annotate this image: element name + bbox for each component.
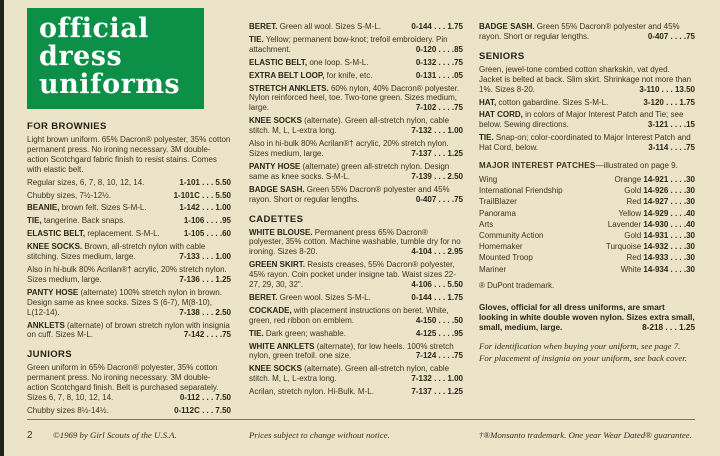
patch-code: 14-927 . . .: [643, 197, 683, 206]
heading-cadettes: CADETTES: [249, 213, 304, 225]
item-code: 7-137 . . .: [411, 387, 447, 396]
catalog-item: [27, 265, 231, 285]
identification-note: For identification when buying your uniform, see page 7. For placement of insignia on your uniform, see back cover.: [479, 341, 687, 363]
item-text: Brown, all-stretch nylon with cable stitching. Sizes medium, large.: [27, 242, 206, 262]
item-sku: [178, 229, 231, 239]
catalog-item: [249, 293, 463, 303]
catalog-item: [249, 116, 463, 136]
item-sku: [410, 316, 463, 326]
item-text: cotton gabardine. Sizes S-M-L.: [498, 97, 609, 107]
item-price: 1.75: [679, 97, 695, 107]
item-text: Chubby sizes 8½-14½.: [27, 405, 109, 415]
item-text: (alternate). Green all-stretch nylon, cable stitch. M, L, L-extra long.: [249, 116, 450, 136]
catalog-item: [249, 84, 463, 114]
item-price: .85: [451, 44, 463, 54]
heading-for-brownies: FOR BROWNIES: [27, 121, 107, 132]
item-lead: WHITE BLOUSE.: [249, 227, 313, 237]
item-lead: BADGE SASH.: [479, 22, 535, 31]
item-text: Also in hi-bulk 80% Acrilan®† acrylic, 20% stretch nylon. Sizes medium, large.: [27, 264, 227, 284]
catalog-item: [27, 216, 231, 226]
patch-value: [618, 208, 695, 219]
page-number: 2: [27, 430, 33, 441]
item-sku: [642, 32, 695, 42]
catalog-item: [249, 35, 463, 55]
item-text: one loop. S-M-L.: [309, 57, 369, 67]
item-lead: EXTRA BELT LOOP,: [249, 70, 325, 80]
patch-row: [479, 208, 695, 219]
item-price: 1.00: [447, 374, 463, 384]
item-sku: [173, 203, 231, 213]
item-code: 3-121 . . .: [648, 120, 684, 129]
item-code: 0-131 . . .: [416, 71, 452, 80]
patch-name: Panorama: [479, 208, 516, 218]
patches-heading-rest: —illustrated on page 9.: [595, 161, 678, 171]
item-text: official for all dress uniforms, are smart looking in white double woven nylon. Sizes extra small, small, medium, large.: [479, 302, 695, 333]
item-code: 1-106 . . .: [184, 216, 220, 225]
patch-row: [479, 196, 695, 207]
item-sku: [178, 216, 231, 226]
item-text: tangerine. Back snaps.: [43, 216, 126, 226]
footer-left: [27, 425, 249, 443]
patch-color: Gold: [624, 186, 642, 196]
patch-value: [624, 185, 695, 196]
item-code: 7-133 . . .: [179, 252, 215, 261]
item-sku: [173, 275, 231, 285]
item-price: 13.50: [674, 84, 695, 94]
item-price: .05: [451, 70, 463, 80]
item-lead: TIE.: [249, 34, 264, 44]
catalog-item: [249, 364, 463, 384]
item-lead: KNEE SOCKS.: [27, 242, 83, 252]
item-price: 1.25: [447, 387, 463, 397]
item-price: 1.25: [447, 148, 463, 158]
item-text: Dark green; washable.: [265, 328, 346, 338]
patch-name: Mounted Troop: [479, 253, 533, 263]
item-price: 2.95: [447, 247, 463, 257]
item-code: 0-120 . . .: [416, 45, 452, 54]
item-text: (alternate) 100% stretch nylon in brown. Design same as knee socks. Sizes S (6-7), M(8-10), L(12-14).: [27, 287, 222, 317]
cadettes-continued-item-list: [479, 22, 695, 42]
item-sku: [405, 22, 463, 32]
catalog-item: [27, 363, 231, 403]
item-sku: [173, 178, 231, 188]
item-price: .75: [219, 330, 231, 340]
patch-price: .40: [683, 219, 695, 229]
patch-code: 14-932 . . .: [643, 242, 683, 251]
item-code: 7-102 . . .: [416, 103, 452, 112]
item-lead: BADGE SASH.: [249, 184, 305, 194]
item-price: 5.50: [447, 280, 463, 290]
patch-code: 14-930 . . .: [643, 220, 683, 229]
item-text: (alternate). Green all-stretch nylon, cable stitch. M, L, L-extra long.: [249, 364, 450, 384]
item-text: Green uniform in 65% Dacron® polyester, 35% cotton permanent press. No ironing necessary. 3M double-action Scotchgard finish. Belt is purchased separately. Sizes 6, 7, 8, 10, 12, 14.: [27, 363, 219, 403]
patches-list: [479, 174, 695, 275]
patch-name: Mariner: [479, 264, 507, 274]
item-code: 0-407 . . .: [648, 32, 684, 41]
item-sku: [168, 191, 231, 201]
catalog-item: [479, 133, 695, 153]
patch-color: Gold: [624, 231, 642, 240]
patch-value: [621, 264, 695, 275]
catalog-item: [479, 110, 695, 130]
monsanto-trademark-note: †®Monsanto trademark. One year Wear Dated® guarantee.: [479, 430, 692, 440]
item-lead: STRETCH ANKLETS.: [249, 83, 329, 93]
item-lead: ELASTIC BELT,: [27, 229, 86, 239]
patch-price: .40: [683, 208, 695, 218]
item-text: (alternate) green all-stretch nylon. Design same as knee socks. S-M-L.: [249, 161, 450, 181]
item-price: .75: [451, 57, 463, 67]
item-lead: HAT,: [479, 97, 497, 107]
item-code: 4-125 . . .: [416, 329, 452, 338]
item-lead: COCKADE,: [249, 305, 292, 315]
item-lead: WHITE ANKLETS: [249, 341, 315, 351]
catalog-item: [27, 229, 231, 239]
patch-value: [626, 196, 695, 207]
item-price: 1.25: [215, 274, 231, 284]
item-price: .75: [683, 31, 695, 41]
item-lead: HAT CORD,: [479, 110, 523, 120]
item-text: Also in hi-bulk 80% Acrilan®† acrylic, 20% stretch nylon. Sizes medium, large.: [249, 139, 449, 158]
item-code: 0-112C . . .: [174, 406, 215, 415]
item-price: 1.75: [447, 22, 463, 31]
patch-row: [479, 252, 695, 263]
patch-color: Red: [626, 253, 642, 263]
item-code: 4-104 . . .: [411, 247, 447, 256]
right-column: [479, 22, 695, 364]
catalog-item: [249, 139, 463, 159]
item-sku: [636, 323, 695, 333]
item-code: 4-106 . . .: [411, 280, 447, 289]
catalog-item: [27, 135, 231, 175]
item-text: Green, jewel-tone combed cotton sharkskin, vat dyed. Jacket is belted at back. Slim skirt. Shrinkage not more than 1%. Sizes 8-20.: [479, 64, 692, 94]
item-text: for knife, etc.: [326, 70, 373, 80]
item-code: 0-407 . . .: [416, 195, 452, 204]
patch-price: .30: [683, 197, 695, 207]
item-code: 0-132 . . .: [416, 58, 452, 67]
catalog-item: [479, 65, 695, 95]
item-lead: BEANIE,: [27, 203, 60, 213]
item-price: 1.00: [215, 252, 231, 262]
item-price: .15: [683, 120, 695, 130]
item-text: (alternate), for low heels. 100% stretch nylon, green trefoil. one size.: [249, 341, 454, 361]
item-lead: GREEN SKIRT.: [249, 260, 306, 270]
patch-code: 14-933 . . .: [643, 253, 683, 262]
patch-price: .30: [683, 175, 695, 185]
item-price: .75: [451, 194, 463, 204]
patch-color: Lavender: [607, 219, 642, 229]
item-price: .75: [451, 351, 463, 361]
catalog-item: [249, 228, 463, 258]
item-lead: ANKLETS: [27, 320, 65, 330]
item-code: 7-138 . . .: [179, 308, 215, 317]
item-code: 3-110 . . .: [639, 85, 675, 94]
item-text: brown felt. Sizes S-M-L.: [61, 203, 147, 213]
item-text: (alternate) of brown stretch nylon with insignia on cuff. Sizes M-L.: [27, 320, 230, 340]
item-price: .95: [219, 216, 231, 226]
patch-value: [606, 241, 695, 252]
item-sku: [405, 172, 463, 182]
item-text: replacement. S-M-L.: [87, 229, 160, 239]
item-code: 7-137 . . .: [411, 149, 447, 158]
item-code: 7-136 . . .: [179, 275, 215, 284]
item-text: in colors of Major Interest Patch and Tie; see below. Sewing directions.: [479, 110, 684, 130]
item-text: with placement instructions on beret. White, green, red ribbon on emblem.: [249, 305, 449, 325]
scan-edge: [0, 0, 4, 456]
patch-code: 14-929 . . .: [643, 209, 683, 218]
patch-row: [479, 264, 695, 275]
seniors-item-list: [479, 65, 695, 153]
cadettes-item-list: [249, 228, 463, 398]
item-price: 1.00: [447, 126, 463, 136]
item-lead: Gloves,: [479, 302, 509, 312]
patch-name: TrailBlazer: [479, 197, 517, 207]
patch-color: White: [620, 264, 642, 274]
item-lead: BERET.: [249, 292, 278, 302]
patch-row: [479, 185, 695, 196]
item-sku: [173, 252, 231, 262]
item-code: 7-142 . . .: [184, 330, 220, 339]
item-sku: [642, 143, 695, 153]
item-lead: KNEE SOCKS: [249, 116, 302, 126]
item-text: 60% nylon, 40% Dacron® polyester. Nylon reinforced heel, toe. Two-tone green. Sizes medium, large.: [249, 83, 460, 113]
patch-row: [479, 174, 695, 185]
juniors-continued-item-list: [249, 22, 463, 205]
item-price: 2.50: [447, 171, 463, 181]
patch-name: International Friendship: [479, 186, 563, 196]
patch-value: [626, 252, 695, 263]
patch-price: .30: [683, 231, 695, 240]
patch-name: Community Action: [479, 231, 544, 240]
item-text: Acrilan, stretch nylon. Hi-Bulk. M-L.: [249, 387, 374, 397]
item-sku: [637, 98, 695, 108]
patch-value: [608, 219, 695, 230]
copyright-text: ©1969 by Girl Scouts of the U.S.A.: [53, 430, 177, 440]
item-code: 8-218 . . .: [642, 323, 679, 332]
item-code: 7-132 . . .: [411, 126, 447, 135]
catalog-item: [249, 162, 463, 182]
patch-row: [479, 241, 695, 252]
patches-heading-bold: MAJOR INTEREST PATCHES: [479, 161, 596, 171]
item-sku: [642, 120, 695, 130]
patch-price: .30: [683, 253, 695, 263]
dupont-trademark-note: ® DuPont trademark.: [479, 280, 555, 290]
item-code: 7-132 . . .: [411, 374, 447, 383]
item-price: 5.50: [215, 177, 231, 187]
item-code: 4-150 . . .: [416, 316, 452, 325]
item-sku: [405, 280, 463, 290]
patch-code: 14-931 . . .: [643, 231, 683, 240]
item-code: 7-124 . . .: [416, 351, 452, 360]
item-sku: [405, 247, 463, 257]
catalog-item: [249, 58, 463, 68]
juniors-item-list: [27, 363, 231, 416]
item-sku: [410, 351, 463, 361]
patch-code: 14-926 . . .: [643, 186, 683, 195]
item-sku: [405, 149, 463, 159]
catalog-item: [27, 203, 231, 213]
item-text: Yellow; permanent bow-knot; trefoil embroidery. Pin attachment.: [249, 34, 448, 54]
catalog-item: [27, 242, 231, 262]
patch-code: 14-921 . . .: [643, 175, 683, 184]
patch-name: Arts: [479, 219, 494, 229]
page-title-line: uniforms: [39, 69, 181, 100]
patch-color: Yellow: [618, 208, 642, 218]
item-sku: [410, 329, 463, 339]
catalog-item: [249, 185, 463, 205]
item-lead: KNEE SOCKS: [249, 364, 302, 374]
patch-row: [479, 230, 695, 241]
page-title: [27, 8, 204, 109]
heading-juniors: JUNIORS: [27, 349, 73, 361]
item-lead: TIE.: [249, 328, 264, 338]
left-column: [27, 8, 231, 419]
catalog-item: [249, 387, 463, 397]
catalog-item: [249, 22, 463, 32]
item-code: 1-101C . . .: [174, 191, 216, 200]
item-lead: TIE.: [479, 133, 494, 143]
item-code: 0-112 . . .: [180, 393, 216, 402]
patch-color: Red: [626, 197, 642, 207]
page-title-line: official: [39, 13, 149, 44]
catalog-item: [479, 22, 695, 42]
item-text: Green 55% Dacron® polyester and 45% rayon. Short or regular lengths.: [479, 22, 680, 41]
item-price: 1.00: [215, 203, 231, 213]
catalog-item: [249, 71, 463, 81]
item-lead: PANTY HOSE: [249, 161, 301, 171]
item-price: 7.50: [215, 393, 231, 403]
patch-value: [614, 174, 695, 185]
catalog-item: [27, 321, 231, 341]
item-text: Regular sizes, 6, 7, 8, 10, 12, 14.: [27, 177, 145, 187]
item-code: 1-105 . . .: [184, 229, 220, 238]
item-code: 1-101 . . .: [179, 178, 215, 187]
item-sku: [178, 330, 231, 340]
item-sku: [410, 58, 463, 68]
item-sku: [174, 393, 231, 403]
patch-code: 14-934 . . .: [643, 265, 683, 274]
catalog-item: [249, 329, 463, 339]
item-sku: [633, 85, 695, 95]
catalog-item: [479, 98, 695, 108]
item-text: Resists creases, 55% Dacron® polyester, 45% rayon. Coin pocket under insigne tab. Waist sizes 22-27, 29, 30, 32".: [249, 260, 456, 290]
item-lead: ELASTIC BELT,: [249, 57, 308, 67]
item-sku: [173, 308, 231, 318]
item-text: Green all wool. Sizes S-M-L.: [279, 22, 382, 31]
item-sku: [405, 374, 463, 384]
heading-major-interest-patches: [479, 161, 695, 171]
item-price: 2.50: [215, 307, 231, 317]
item-sku: [410, 71, 463, 81]
item-price: 1.25: [679, 323, 695, 333]
item-price: .95: [451, 328, 463, 338]
item-code: 3-114 . . .: [648, 143, 684, 152]
item-sku: [405, 293, 463, 303]
catalog-item: [27, 178, 231, 188]
patch-color: Orange: [614, 175, 642, 185]
item-sku: [410, 195, 463, 205]
item-price: .75: [451, 103, 463, 113]
item-code: 0-144 . . .: [411, 293, 447, 302]
page-footer: [27, 419, 695, 443]
item-price: .75: [683, 143, 695, 153]
item-text: Permanent press 65% Dacron® polyester, 35% cotton. Machine washable, tumble dry for no ironing. Sizes 8-20.: [249, 227, 461, 257]
patch-price: .30: [683, 186, 695, 196]
item-lead: PANTY HOSE: [27, 287, 79, 297]
item-price: 7.50: [215, 405, 231, 415]
item-lead: BERET.: [249, 22, 278, 31]
price-change-note: Prices subject to change without notice.: [249, 430, 390, 440]
item-text: Snap-on; color-coordinated to Major Interest Patch and Hat Cord, below.: [479, 133, 691, 153]
item-text: Green wool. Sizes S-M-L.: [279, 292, 371, 302]
gloves-item: [479, 303, 695, 334]
patch-color: Turquoise: [605, 242, 642, 252]
patch-value: [624, 230, 695, 241]
item-lead: TIE,: [27, 216, 42, 226]
item-price: .60: [219, 229, 231, 239]
patch-name: Wing: [479, 175, 498, 185]
item-sku: [168, 406, 231, 416]
item-text: Green 55% Dacron® polyester and 45% rayon. Short or regular lengths.: [249, 184, 450, 204]
patch-name: Homemaker: [479, 242, 523, 252]
item-code: 3-120 . . .: [643, 98, 679, 107]
item-price: 5.50: [215, 190, 231, 200]
catalog-item: [249, 260, 463, 290]
item-text: Light brown uniform. 65% Dacron® polyester, 35% cotton permanent press. No ironing necessary. 3M double-action Scotchgard fabric finish to resist stains. Comes with elastic belt.: [27, 135, 231, 174]
item-price: 1.75: [447, 292, 463, 302]
item-sku: [410, 45, 463, 55]
patch-price: .30: [683, 242, 695, 252]
catalog-item: [27, 406, 231, 416]
item-code: 1-142 . . .: [179, 203, 215, 212]
page-title-line: dress: [39, 41, 123, 72]
catalog-item: [249, 342, 463, 362]
catalog-item: [27, 191, 231, 201]
item-code: 7-139 . . .: [411, 172, 447, 181]
brownies-item-list: [27, 135, 231, 340]
catalog-item: [249, 306, 463, 326]
item-code: 0-144 . . .: [411, 22, 447, 31]
item-text: Chubby sizes, 7½-12½.: [27, 190, 112, 200]
catalog-item: [27, 288, 231, 318]
patch-price: .30: [683, 264, 695, 274]
heading-seniors: SENIORS: [479, 50, 525, 62]
item-price: .50: [451, 315, 463, 325]
middle-column: [249, 22, 463, 400]
item-sku: [405, 387, 463, 397]
patch-row: [479, 219, 695, 230]
item-sku: [405, 126, 463, 136]
item-sku: [410, 103, 463, 113]
